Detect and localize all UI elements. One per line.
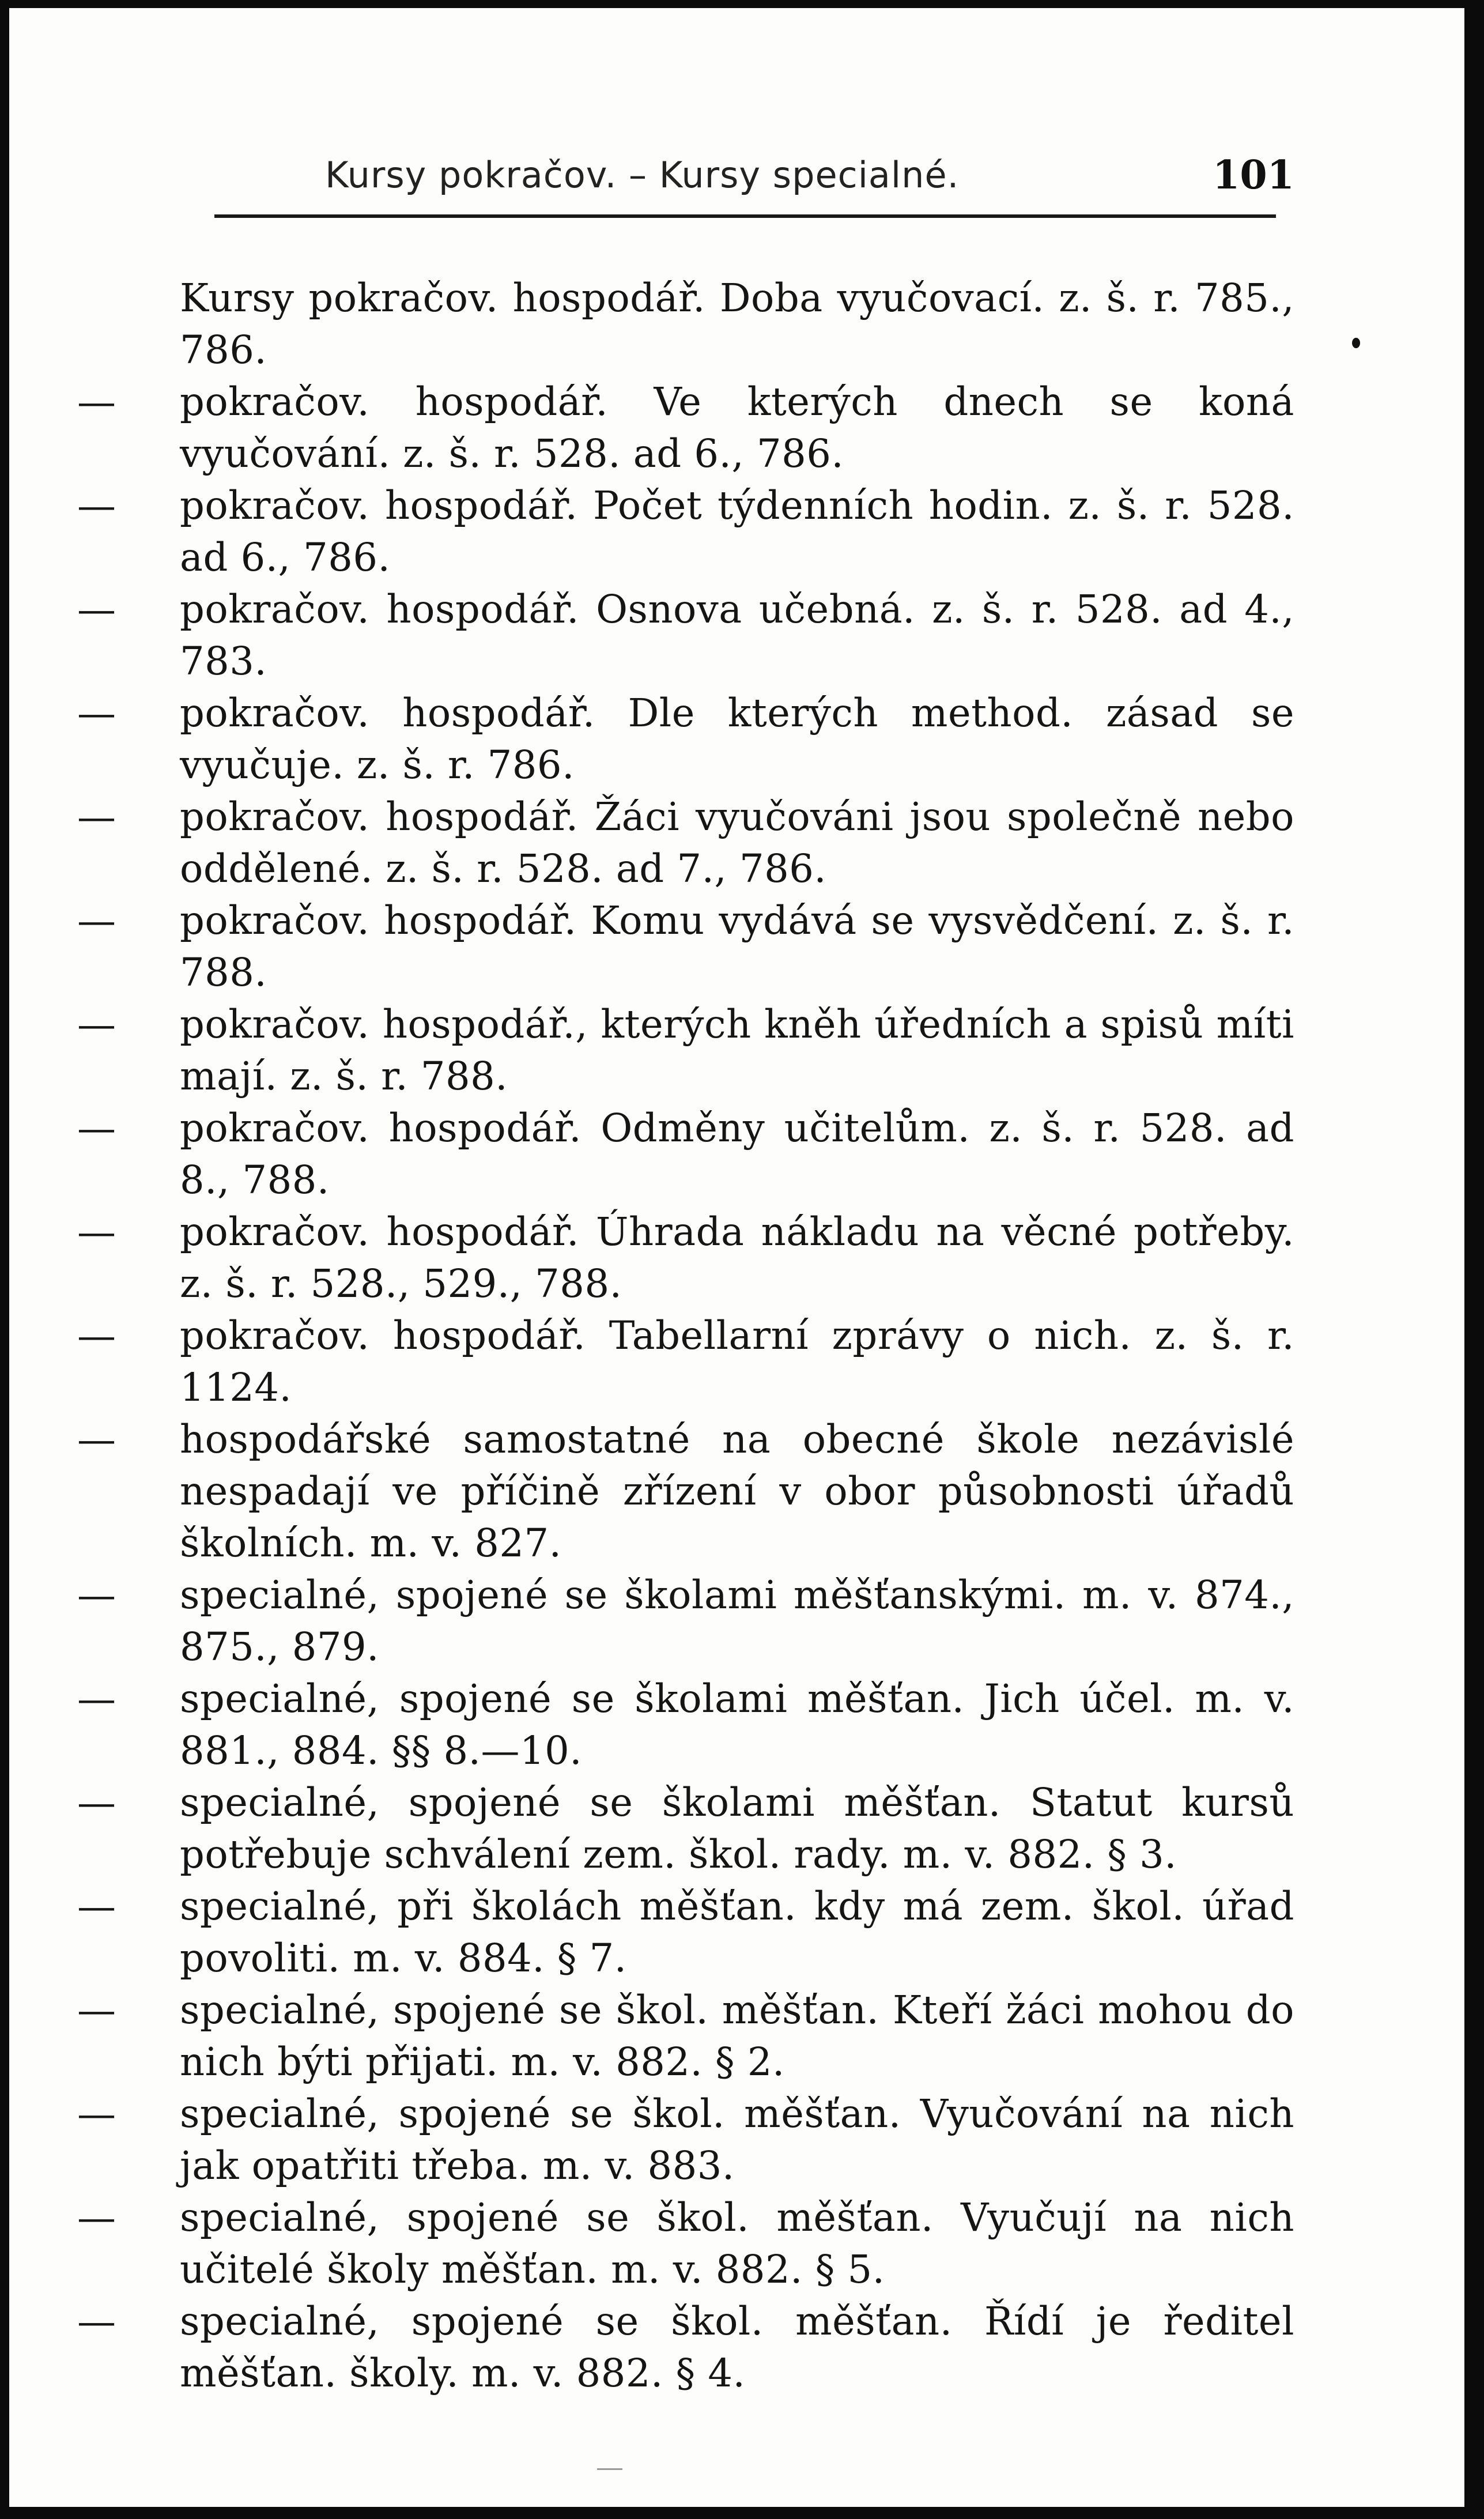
index-entry	[77, 998, 1294, 1102]
entry-dash: —	[77, 1884, 116, 1929]
index-entry	[77, 1777, 1294, 1880]
entry-dash: —	[77, 1002, 116, 1047]
entry-text: specialné, spojené se škol. měšťan. Řídí je ředitel měšťan. školy. m. v. 882. § 4.	[180, 2299, 1294, 2396]
entry-dash: —	[77, 483, 116, 528]
entry-dash: —	[77, 794, 116, 839]
index-entry	[77, 480, 1294, 583]
index-entry	[77, 1206, 1294, 1310]
entry-text: specialné, při školách měšťan. kdy má zem. škol. úřad povoliti. m. v. 884. § 7.	[180, 1884, 1294, 1981]
index-entry	[77, 895, 1294, 998]
entry-text: pokračov. hospodář., kterých kněh úředních a spisů míti mají. z. š. r. 788.	[180, 1002, 1294, 1099]
index-entry	[77, 1880, 1294, 1984]
index-entry	[77, 583, 1294, 687]
entry-dash: —	[77, 379, 116, 424]
entry-text: pokračov. hospodář. Ve kterých dnech se koná vyučování. z. š. r. 528. ad 6., 786.	[180, 379, 1294, 476]
entry-text: specialné, spojené se školami měšťan. Jich účel. m. v. 881., 884. §§ 8.—10.	[180, 1676, 1294, 1773]
entry-dash: —	[77, 1573, 116, 1617]
entry-text: specialné, spojené se škol. měšťan. Vyučují na nich učitelé školy měšťan. m. v. 882. § 5.	[180, 2195, 1294, 2292]
entry-dash: —	[77, 1676, 116, 1721]
entry-text: pokračov. hospodář. Osnova učebná. z. š. r. 528. ad 4., 783.	[180, 587, 1294, 684]
entry-text: pokračov. hospodář. Žáci vyučováni jsou společně nebo oddělené. z. š. r. 528. ad 7., 786.	[180, 794, 1294, 891]
index-entry	[77, 376, 1294, 480]
entry-dash: —	[77, 898, 116, 943]
index-entry	[77, 272, 1294, 376]
entry-dash: —	[77, 587, 116, 632]
entry-text: pokračov. hospodář. Počet týdenních hodin. z. š. r. 528. ad 6., 786.	[180, 483, 1294, 580]
printing-speck	[597, 2468, 622, 2470]
index-entry	[77, 2192, 1294, 2295]
entry-text: pokračov. hospodář. Komu vydává se vysvědčení. z. š. r. 788.	[180, 898, 1294, 995]
entry-dash: —	[77, 1417, 116, 1462]
entry-dash: —	[77, 1988, 116, 2032]
index-entry	[77, 1413, 1294, 1569]
index-entry	[77, 1569, 1294, 1673]
entry-dash: —	[77, 691, 116, 736]
index-entry	[77, 1984, 1294, 2088]
entry-dash: —	[77, 1780, 116, 1825]
entry-text: specialné, spojené se školami měšťanskými. m. v. 874., 875., 879.	[180, 1573, 1294, 1669]
running-header: Kursy pokračov. – Kursy specialné.	[325, 154, 960, 196]
entry-text: pokračov. hospodář. Tabellarní zprávy o nich. z. š. r. 1124.	[180, 1313, 1294, 1410]
index-entry	[77, 687, 1294, 791]
entry-text: pokračov. hospodář. Odměny učitelům. z. š. r. 528. ad 8., 788.	[180, 1106, 1294, 1202]
entry-text: specialné, spojené se škol. měšťan. Vyučování na nich jak opatřiti třeba. m. v. 883.	[180, 2091, 1294, 2188]
entry-text: Kursy pokračov. hospodář. Doba vyučovací. z. š. r. 785., 786.	[180, 276, 1294, 372]
index-entry	[77, 1673, 1294, 1777]
index-entry	[77, 1310, 1294, 1413]
index-entry	[77, 1102, 1294, 1206]
entry-text: pokračov. hospodář. Dle kterých method. zásad se vyučuje. z. š. r. 786.	[180, 691, 1294, 787]
entry-dash: —	[77, 2195, 116, 2240]
ink-speck	[1352, 338, 1360, 348]
entry-dash: —	[77, 1106, 116, 1151]
book-page	[9, 8, 1464, 2507]
entry-text: specialné, spojené se školami měšťan. Statut kursů potřebuje schválení zem. škol. rady. m. v. 882. § 3.	[180, 1780, 1294, 1877]
entry-text: pokračov. hospodář. Úhrada nákladu na věcné potřeby. z. š. r. 528., 529., 788.	[180, 1209, 1294, 1306]
entry-text: specialné, spojené se škol. měšťan. Kteří žáci mohou do nich býti přijati. m. v. 882. § 2.	[180, 1988, 1294, 2084]
entry-dash: —	[77, 2299, 116, 2344]
index-entry	[77, 2295, 1294, 2399]
index-entries	[77, 272, 1294, 2399]
index-entry	[77, 2088, 1294, 2192]
entry-text: hospodářské samostatné na obecné škole nezávislé nespadají ve příčině zřízení v obor působnosti úřadů školních. m. v. 827.	[180, 1417, 1294, 1566]
entry-dash: —	[77, 1209, 116, 1254]
index-entry	[77, 791, 1294, 895]
header-rule	[214, 214, 1276, 218]
entry-dash: —	[77, 2091, 116, 2136]
page-number: 101	[1213, 152, 1294, 198]
entry-dash: —	[77, 1313, 116, 1358]
